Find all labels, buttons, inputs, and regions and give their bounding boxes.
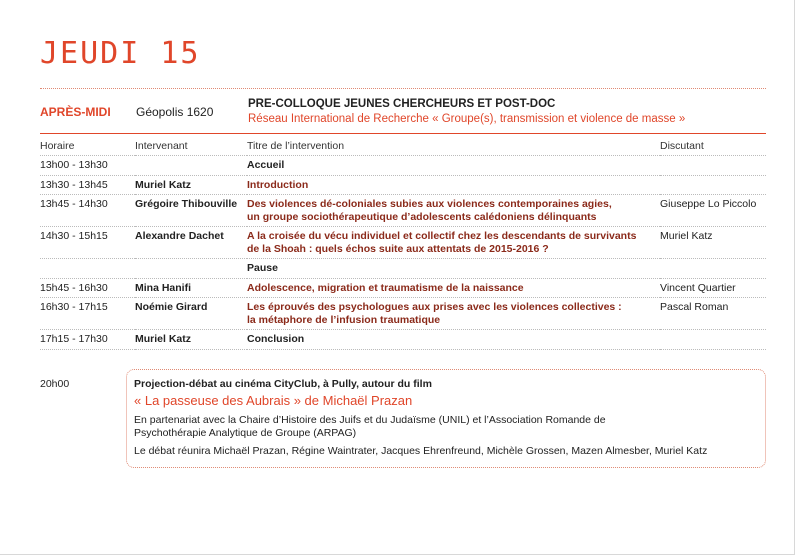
row-speaker: Muriel Katz (135, 330, 247, 350)
evening-time: 20h00 (40, 378, 70, 390)
row-speaker: Muriel Katz (135, 175, 247, 195)
table-row (40, 227, 766, 259)
program-table (40, 138, 766, 350)
table-row (40, 175, 766, 195)
row-speaker: Alexandre Dachet (135, 227, 247, 259)
row-time: 13h45 - 14h30 (40, 195, 135, 227)
table-header-row (40, 138, 766, 156)
row-discussant: Vincent Quartier (660, 278, 766, 298)
row-title: Accueil (247, 156, 660, 176)
session-venue: Géopolis 1620 (136, 105, 214, 119)
row-title: Adolescence, migration et traumatisme de la naissance (247, 278, 660, 298)
debate-participants: Le débat réunira Michaël Prazan, Régine Waintrater, Jacques Ehrenfreund, Michèle Grossen, Mazen Almesber, Muriel Katz (134, 445, 708, 457)
divider (40, 88, 766, 89)
row-discussant (660, 330, 766, 350)
row-time: 14h30 - 15h15 (40, 227, 135, 259)
table-row (40, 298, 766, 330)
row-title: Introduction (247, 175, 660, 195)
row-discussant (660, 259, 766, 279)
header-time: Horaire (40, 138, 135, 156)
header-speaker: Intervenant (135, 138, 247, 156)
table-row (40, 156, 766, 176)
partnership-text: En partenariat avec la Chaire d’Histoire des Juifs et du Judaïsme (UNIL) et l’Association Romande de Psychothérapie Analytique de Groupe (ARPAG) (134, 414, 606, 439)
film-title: « La passeuse des Aubrais » de Michaël Prazan (134, 393, 413, 408)
header-discussant: Discutant (660, 138, 766, 156)
row-title: Pause (247, 259, 660, 279)
row-discussant: Muriel Katz (660, 227, 766, 259)
table-row (40, 278, 766, 298)
day-title: JEUDI 15 (40, 36, 201, 71)
row-speaker: Noémie Girard (135, 298, 247, 330)
row-time: 13h00 - 13h30 (40, 156, 135, 176)
table-row (40, 259, 766, 279)
row-title: Conclusion (247, 330, 660, 350)
row-title: A la croisée du vécu individuel et collectif chez les descendants de survivants de la Shoah : quels échos suite aux attentats de 2015-2016 ? (247, 227, 660, 259)
row-speaker (135, 156, 247, 176)
row-speaker (135, 259, 247, 279)
row-title: Les éprouvés des psychologues aux prises avec les violences collectives : la métaphore de l’infusion traumatique (247, 298, 660, 330)
row-discussant (660, 175, 766, 195)
row-speaker: Grégoire Thibouville (135, 195, 247, 227)
session-title: PRE-COLLOQUE JEUNES CHERCHEURS ET POST-DOC (248, 98, 556, 110)
row-time: 17h15 - 17h30 (40, 330, 135, 350)
row-discussant (660, 156, 766, 176)
row-time: 13h30 - 13h45 (40, 175, 135, 195)
header-title: Titre de l’intervention (247, 138, 660, 156)
row-title: Des violences dé-coloniales subies aux violences contemporaines agies, un groupe sociothérapeutique d’adolescents calédoniens délinquants (247, 195, 660, 227)
evening-event-title: Projection-débat au cinéma CityClub, à Pully, autour du film (134, 378, 432, 390)
row-discussant: Giuseppe Lo Piccolo (660, 195, 766, 227)
row-speaker: Mina Hanifi (135, 278, 247, 298)
row-discussant: Pascal Roman (660, 298, 766, 330)
session-subtitle: Réseau International de Recherche « Groupe(s), transmission et violence de masse » (248, 113, 686, 125)
session-label: APRÈS-MIDI (40, 105, 111, 119)
session-divider (40, 133, 766, 134)
row-time: 15h45 - 16h30 (40, 278, 135, 298)
row-time: 16h30 - 17h15 (40, 298, 135, 330)
table-row (40, 195, 766, 227)
table-row (40, 330, 766, 350)
row-time (40, 259, 135, 279)
